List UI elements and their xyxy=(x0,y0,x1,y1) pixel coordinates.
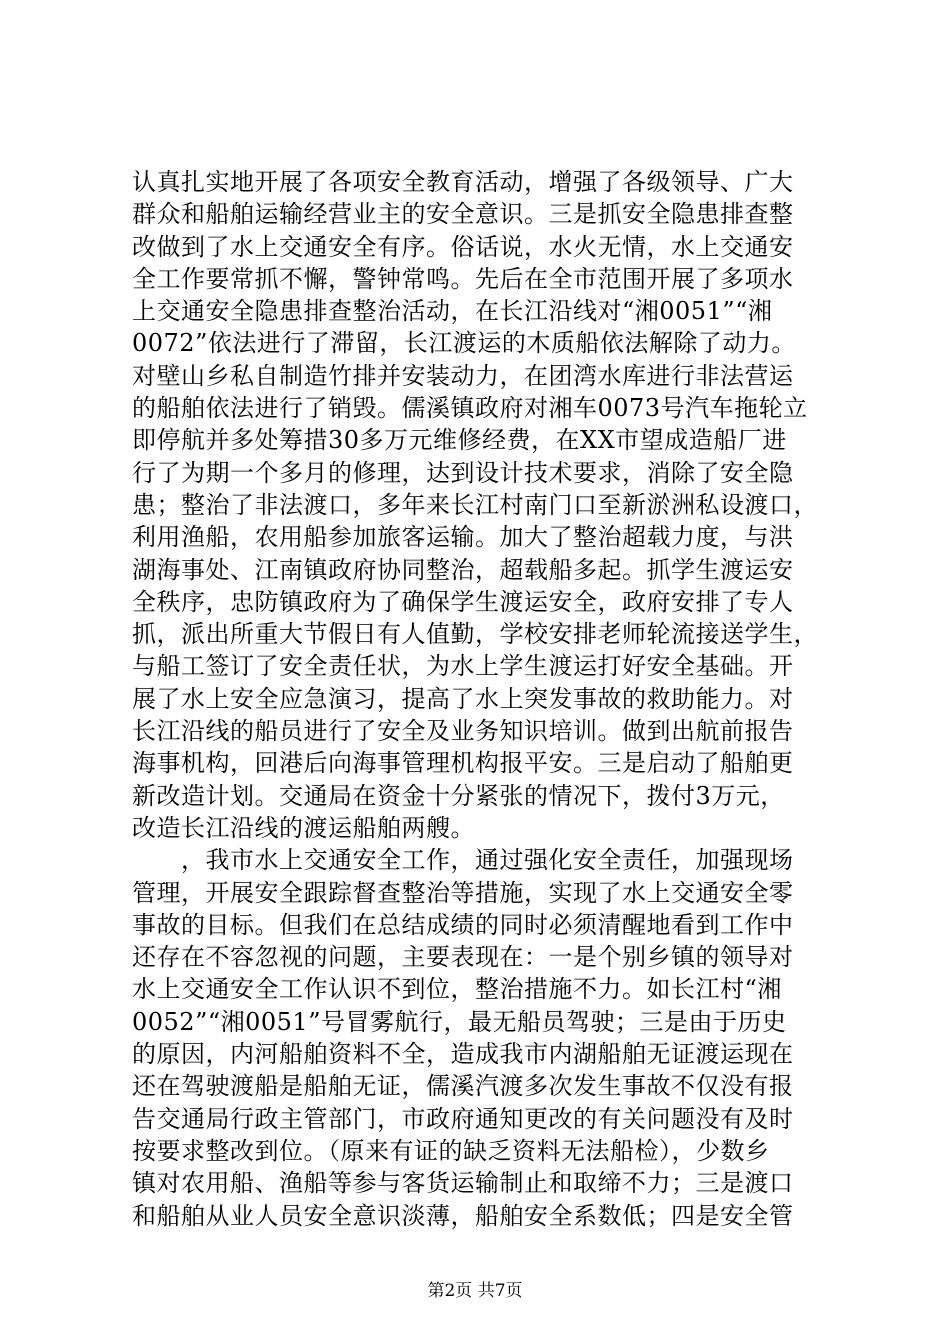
text-line: 群众和船舶运输经营业主的安全意识。三是抓安全隐患排查整 xyxy=(132,200,794,229)
text-line: 湖海事处、江南镇政府协同整治，超载船多起。抓学生渡运安 xyxy=(132,555,794,584)
text-line: 长江沿线的船员进行了安全及业务知识培训。做到出航前报告 xyxy=(132,717,794,746)
text-line: 的原因，内河船舶资料不全，造成我市内湖船舶无证渡运现在 xyxy=(132,1040,794,1069)
text-line: 水上交通安全工作认识不到位，整治措施不力。如长江村“湘 xyxy=(132,975,782,1004)
text-line: 即停航并多处筹措30多万元维修经费，在XX市望成造船厂进 xyxy=(132,426,787,455)
text-line: 全工作要常抓不懈，警钟常鸣。先后在全市范围开展了多项水 xyxy=(132,264,794,293)
body-text xyxy=(132,166,832,1232)
text-line: 告交通局行政主管部门，市政府通知更改的有关问题没有及时 xyxy=(132,1104,794,1133)
page-footer: 第2页 共7页 xyxy=(427,1281,523,1301)
text-line: 和船舶从业人员安全意识淡薄，船舶安全系数低；四是安全管 xyxy=(132,1201,794,1230)
text-line: 按要求整改到位。（原来有证的缺乏资料无法船检），少数乡 xyxy=(132,1136,770,1165)
text-line: 改造长江沿线的渡运船舶两艘。 xyxy=(132,813,475,842)
text-line: 利用渔船，农用船参加旅客运输。加大了整治超载力度，与洪 xyxy=(132,523,794,552)
text-line: 0052”“湘0051”号冒雾航行，最无船员驾驶；三是由于历史 xyxy=(132,1007,787,1036)
text-line: 0072”依法进行了滞留，长江渡运的木质船依法解除了动力。 xyxy=(132,329,796,358)
text-line: 抓，派出所重大节假日有人值勤，学校安排老师轮流接送学生， xyxy=(132,620,818,649)
text-line: 全秩序，忠防镇政府为了确保学生渡运安全，政府安排了专人 xyxy=(132,587,794,616)
text-line: 行了为期一个多月的修理，达到设计技术要求，消除了安全隐 xyxy=(132,458,794,487)
text-line: 还存在不容忽视的问题，主要表现在：一是个别乡镇的领导对 xyxy=(132,943,794,972)
text-line: 患；整治了非法渡口，多年来长江村南门口至新淤洲私设渡口， xyxy=(132,490,818,519)
text-line: 展了水上安全应急演习，提高了水上突发事故的救助能力。对 xyxy=(132,684,794,713)
text-line: 事故的目标。但我们在总结成绩的同时必须清醒地看到工作中 xyxy=(132,910,794,939)
text-line: 认真扎实地开展了各项安全教育活动，增强了各级领导、广大 xyxy=(132,168,794,196)
text-line: 海事机构，回港后向海事管理机构报平安。三是启动了船舶更 xyxy=(132,749,794,778)
text-line: 上交通安全隐患排查整治活动，在长江沿线对“湘0051”“湘 xyxy=(132,297,773,326)
text-line: 管理，开展安全跟踪督查整治等措施，实现了水上交通安全零 xyxy=(132,878,794,907)
text-line: 镇对农用船、渔船等参与客货运输制止和取缔不力；三是渡口 xyxy=(132,1169,794,1198)
text-line: 还在驾驶渡船是船舶无证，儒溪汽渡多次发生事故不仅没有报 xyxy=(132,1072,794,1101)
text-line: 的船舶依法进行了销毁。儒溪镇政府对湘车0073号汽车拖轮立 xyxy=(132,394,808,423)
text-line: 对壁山乡私自制造竹排并安装动力，在团湾水库进行非法营运 xyxy=(132,361,794,390)
text-line: 与船工签订了安全责任状，为水上学生渡运打好安全基础。开 xyxy=(132,652,794,681)
text-line: 改做到了水上交通安全有序。俗话说，水火无情，水上交通安 xyxy=(132,232,794,261)
text-line: ，我市水上交通安全工作，通过强化安全责任，加强现场 xyxy=(132,846,794,875)
text-line: 新改造计划。交通局在资金十分紧张的情况下，拨付3万元， xyxy=(132,781,785,810)
